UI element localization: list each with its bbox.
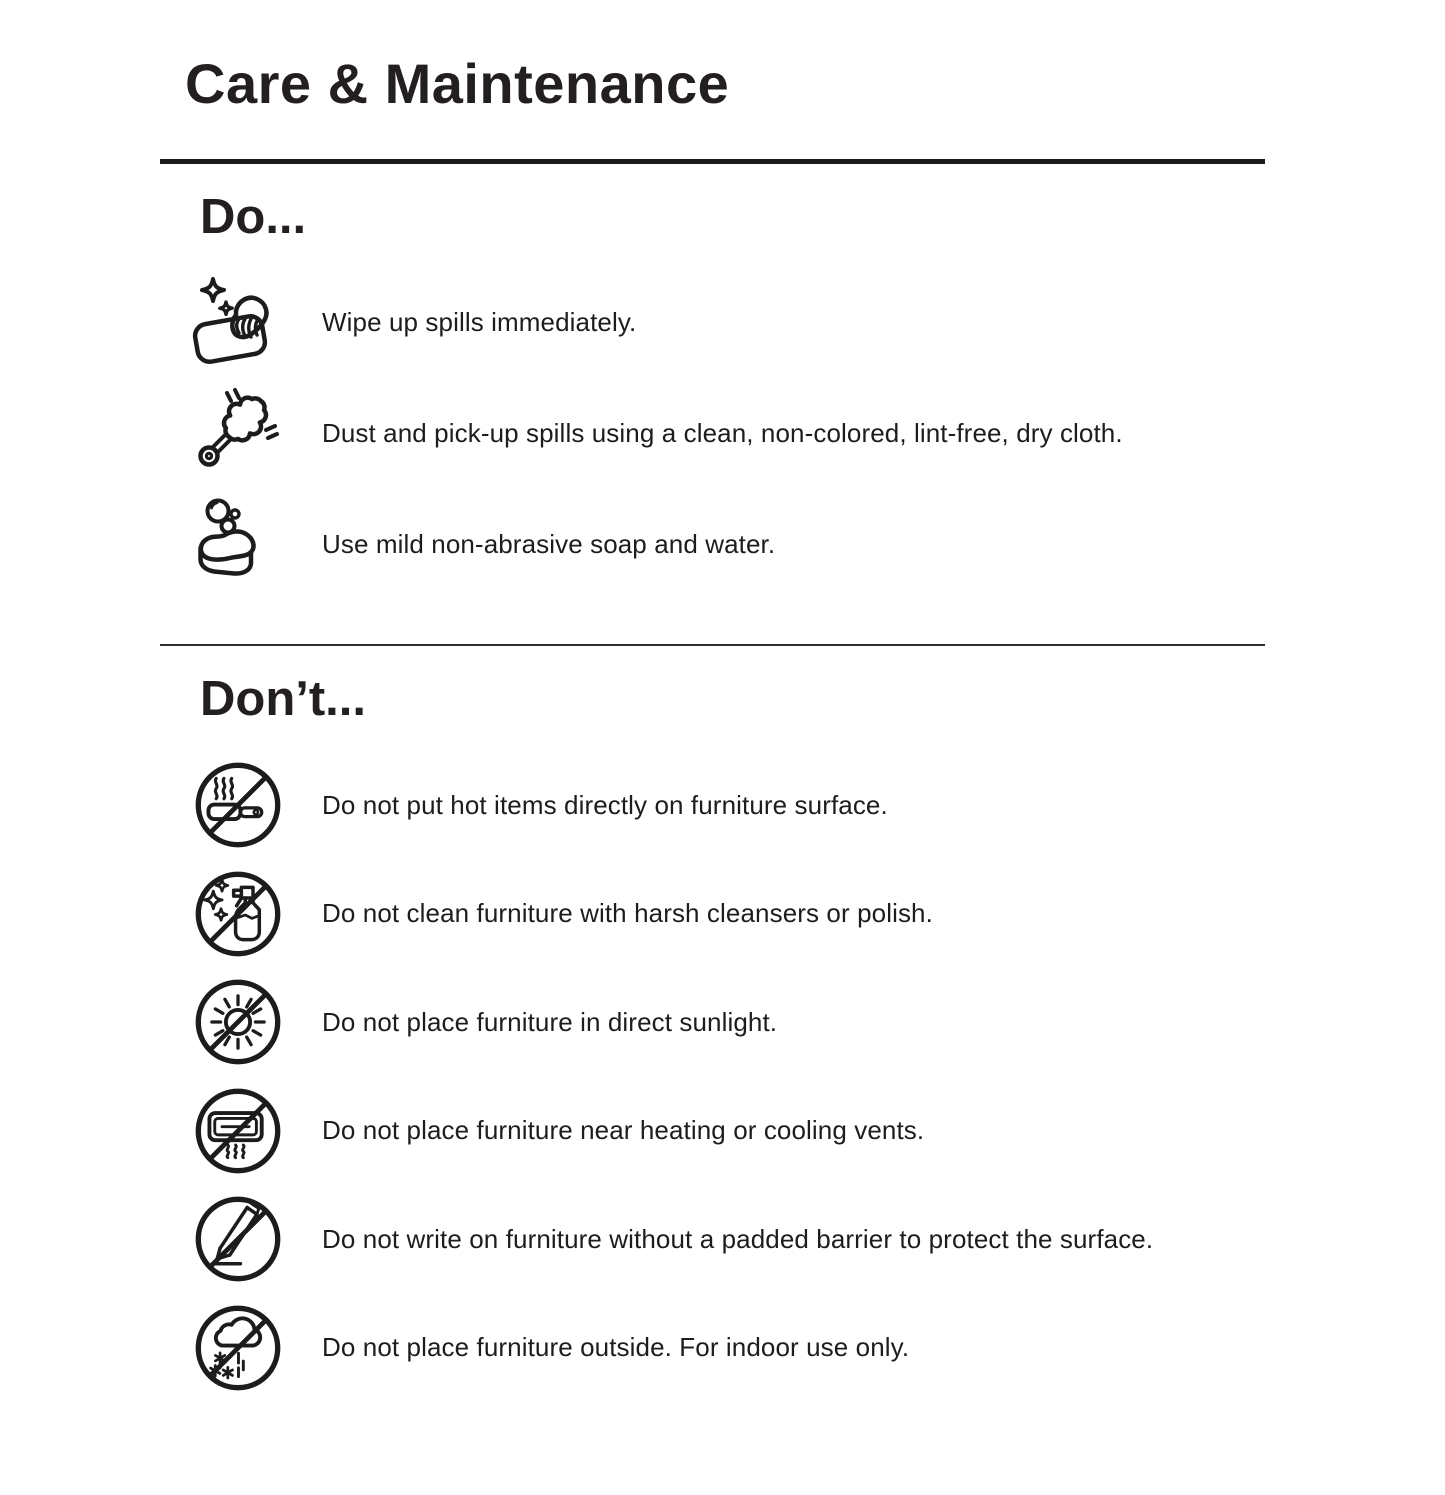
no-writing-icon bbox=[190, 1192, 285, 1287]
list-item bbox=[160, 1293, 1265, 1402]
list-item bbox=[160, 1076, 1265, 1185]
list-item bbox=[160, 378, 1265, 489]
duster-icon bbox=[190, 386, 285, 481]
list-item bbox=[160, 267, 1265, 378]
item-text: Do not clean furniture with harsh cleansers or polish. bbox=[322, 898, 933, 929]
no-outdoor-use-icon bbox=[190, 1300, 285, 1395]
list-item bbox=[160, 968, 1265, 1077]
title-divider bbox=[160, 159, 1265, 164]
no-heating-vents-icon bbox=[190, 1083, 285, 1178]
list-item bbox=[160, 751, 1265, 860]
soap-icon bbox=[190, 497, 285, 592]
no-hot-items-icon bbox=[190, 758, 285, 853]
no-harsh-cleansers-icon bbox=[190, 866, 285, 961]
list-item bbox=[160, 489, 1265, 600]
item-text: Do not place furniture outside. For indoor use only. bbox=[322, 1332, 910, 1363]
list-item bbox=[160, 859, 1265, 968]
no-direct-sunlight-icon bbox=[190, 975, 285, 1070]
do-items bbox=[160, 267, 1265, 600]
item-text: Do not place furniture near heating or cooling vents. bbox=[322, 1115, 925, 1146]
item-text: Dust and pick-up spills using a clean, non-colored, lint-free, dry cloth. bbox=[322, 417, 1123, 448]
item-text: Do not put hot items directly on furniture surface. bbox=[322, 789, 888, 820]
dont-section-heading: Don’t... bbox=[200, 671, 367, 726]
section-divider bbox=[160, 644, 1265, 646]
page-title: Care & Maintenance bbox=[185, 52, 730, 115]
item-text: Wipe up spills immediately. bbox=[322, 306, 637, 337]
item-text: Do not write on furniture without a padded barrier to protect the surface. bbox=[322, 1223, 1154, 1254]
dont-items bbox=[160, 751, 1265, 1402]
list-item bbox=[160, 1185, 1265, 1294]
care-sheet bbox=[160, 50, 1265, 1402]
wipe-hand-icon bbox=[190, 275, 285, 370]
do-section-heading: Do... bbox=[200, 190, 307, 245]
item-text: Do not place furniture in direct sunlight. bbox=[322, 1006, 778, 1037]
item-text: Use mild non-abrasive soap and water. bbox=[322, 528, 776, 559]
